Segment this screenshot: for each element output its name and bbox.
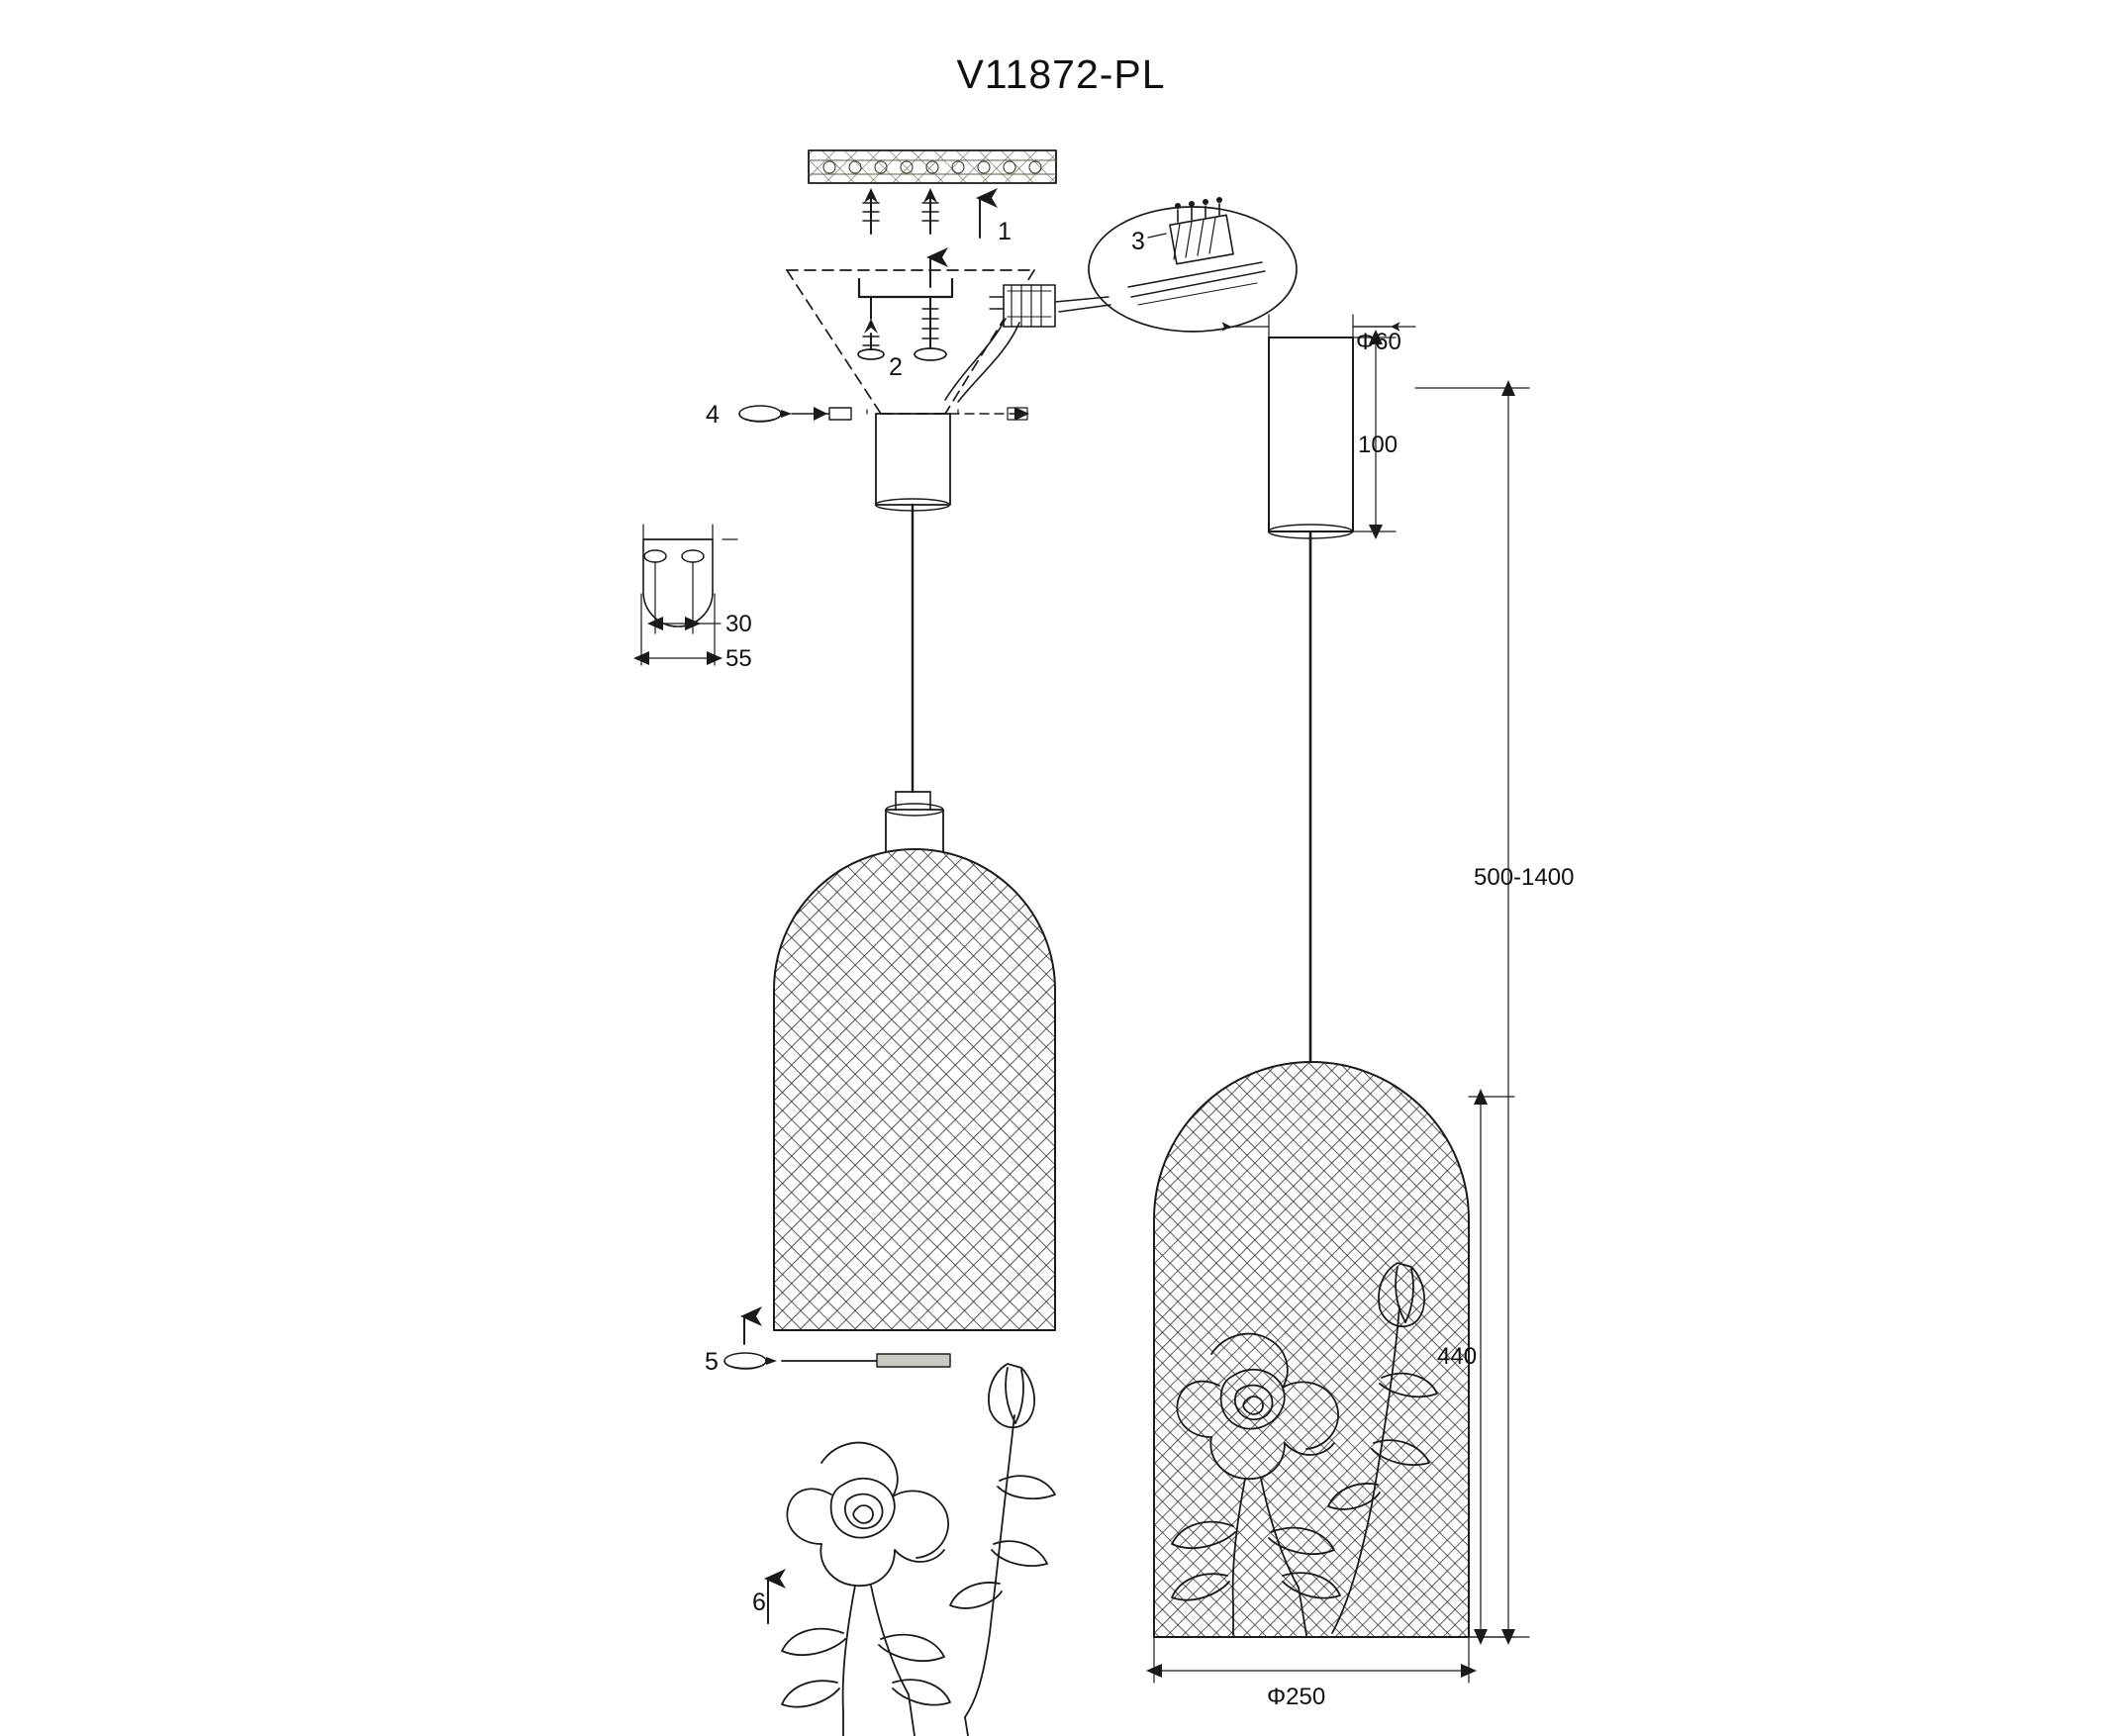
left-glass-shade: [774, 849, 1055, 1330]
step-label-4: 4: [706, 401, 720, 429]
dim-bracket-width: 55: [725, 645, 752, 672]
dim-shade-diameter: Φ250: [1267, 1684, 1326, 1710]
dim-shade-height: 440: [1437, 1343, 1478, 1370]
step-label-5: 5: [705, 1348, 719, 1376]
step-label-3: 3: [1131, 228, 1145, 255]
dim-suspension-range: 500-1400: [1474, 864, 1575, 891]
left-canopy-cylinder: [867, 410, 958, 511]
step-label-6: 6: [752, 1589, 766, 1616]
mounting-bracket: [858, 257, 952, 360]
supply-wires: [945, 319, 1019, 402]
page-title: V11872-PL: [956, 51, 1166, 97]
dim-canopy-height: 100: [1358, 432, 1399, 458]
dim-bracket-hole-spacing: 30: [725, 611, 752, 637]
dim-canopy-diameter: Φ60: [1356, 329, 1401, 355]
wall-bracket-detail: [633, 525, 737, 665]
ceiling-base-plate: [809, 150, 1056, 183]
step-label-1: 1: [998, 218, 1012, 245]
flower-decor-left: [782, 1364, 1055, 1736]
canopy-cone: [787, 270, 1034, 414]
right-glass-shade: [1154, 1062, 1469, 1637]
step-label-2: 2: [889, 353, 903, 381]
right-canopy-cylinder: [1269, 338, 1354, 538]
terminal-block-small: [990, 285, 1055, 327]
terminal-block-detail-bubble: [1055, 197, 1297, 332]
step-1-arrows: [863, 188, 980, 238]
